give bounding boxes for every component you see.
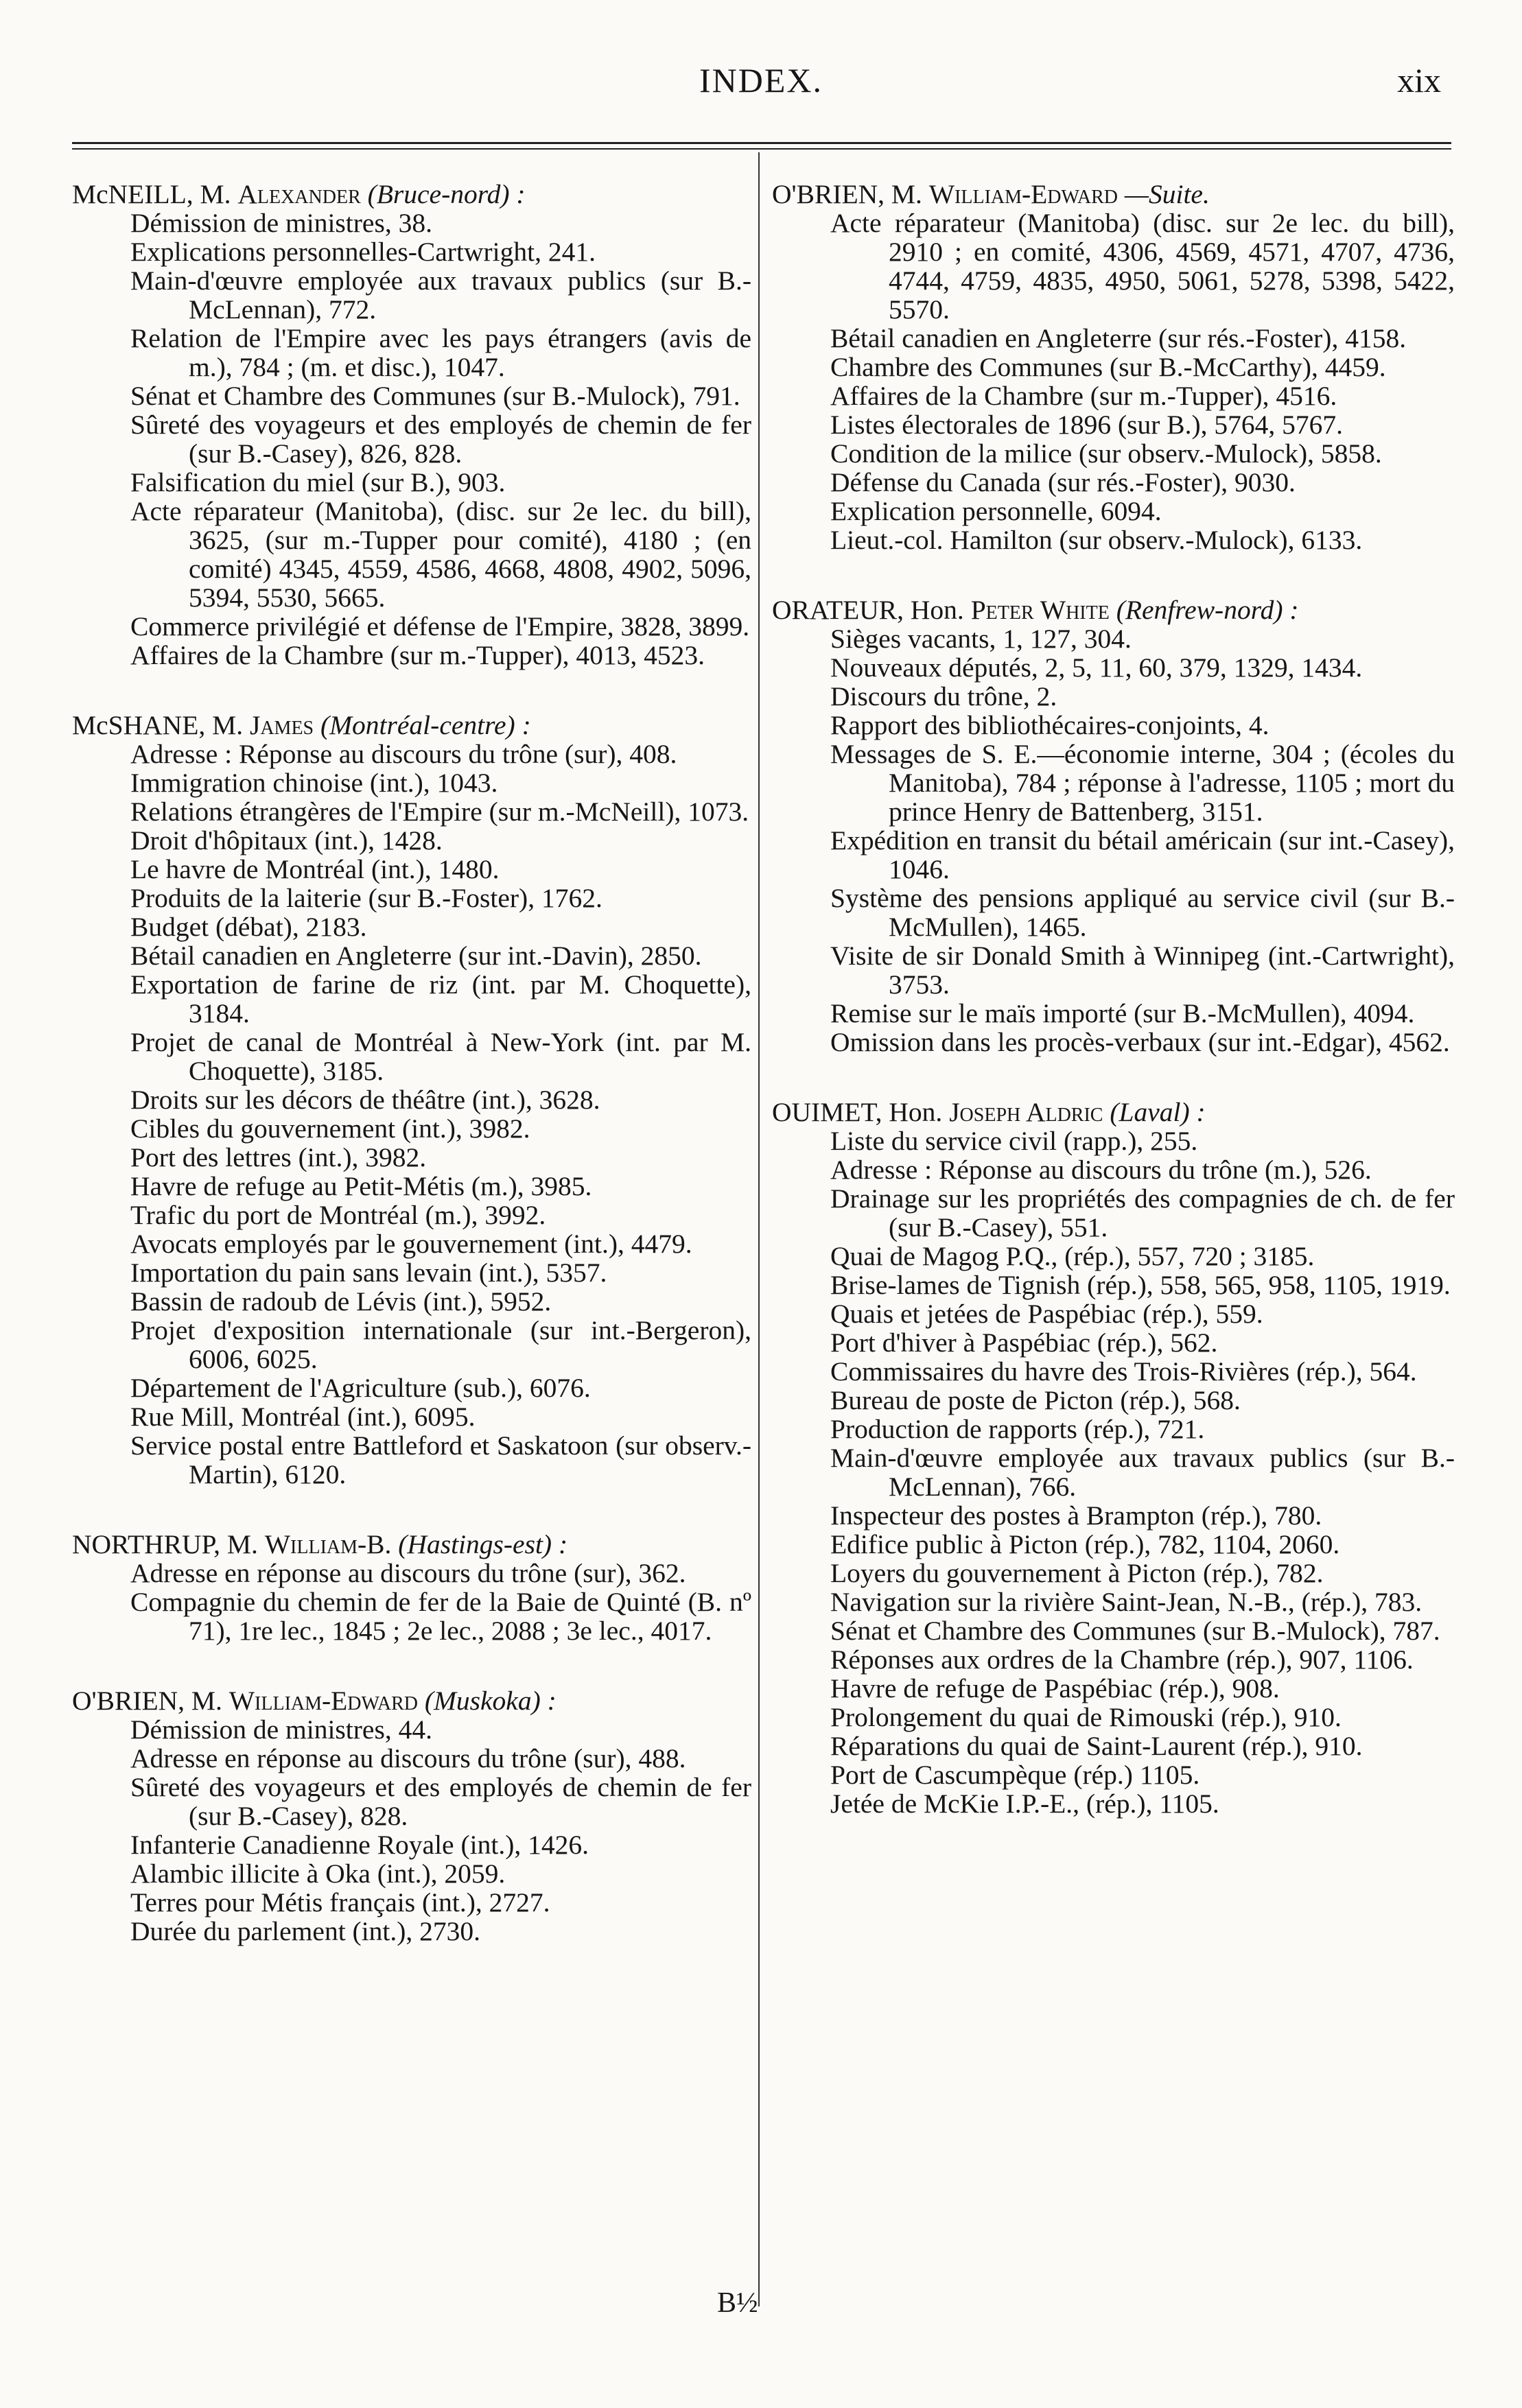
entry-item: Acte réparateur (Manitoba) (disc. sur 2e lec. du bill), 2910 ; en comité, 4306, 4569, 4571, 4707, 4736, 4744, 4759, 4835, 4950, 5061, 5278, 5398, 5422, 5570.: [830, 208, 1455, 324]
entry-district: (Laval) :: [1110, 1097, 1206, 1127]
index-entry: [772, 1098, 1455, 1818]
index-entry: [72, 180, 751, 670]
entry-item: Messages de S. E.—économie interne, 304 ; (écoles du Manitoba), 784 ; réponse à l'adresse, 1105 ; mort du prince Henry de Battenberg, 3151.: [830, 739, 1455, 827]
entry-item: Visite de sir Donald Smith à Winnipeg (int.-Cartwright), 3753.: [830, 941, 1455, 1000]
entry-item: Nouveaux députés, 2, 5, 11, 60, 379, 1329, 1434.: [830, 652, 1363, 683]
entry-item: Liste du service civil (rapp.), 255.: [830, 1126, 1198, 1156]
entry-item: Navigation sur la rivière Saint-Jean, N.-B., (rép.), 783.: [830, 1587, 1423, 1617]
entry-district: (Bruce-nord) :: [367, 179, 526, 209]
entry-name: McNEILL, M.: [72, 179, 231, 209]
entry-name: OUIMET, Hon.: [772, 1097, 943, 1127]
entry-item: Démission de ministres, 44.: [130, 1714, 432, 1745]
entry-name: ORATEUR, Hon.: [772, 595, 964, 625]
entry-district: —Suite.: [1124, 179, 1210, 209]
entry-item: Port des lettres (int.), 3982.: [130, 1142, 427, 1172]
index-entry: [72, 711, 751, 1489]
entry-item: Bétail canadien en Angleterre (sur int.-Davin), 2850.: [130, 941, 702, 971]
entry-item: Havre de refuge de Paspébiac (rép.), 908.: [830, 1673, 1280, 1703]
entry-given-name: James: [249, 710, 314, 740]
entry-item: Drainage sur les propriétés des compagnies de ch. de fer (sur B.-Casey), 551.: [830, 1183, 1455, 1242]
entry-item: Le havre de Montréal (int.), 1480.: [130, 854, 500, 884]
entry-item: Adresse en réponse au discours du trône (sur), 488.: [130, 1743, 686, 1773]
entry-district: (Muskoka) :: [424, 1686, 557, 1716]
entry-item: Sûreté des voyageurs et des employés de chemin de fer (sur B.-Casey), 826, 828.: [130, 410, 751, 469]
entry-item: Service postal entre Battleford et Saskatoon (sur observ.-Martin), 6120.: [130, 1430, 751, 1489]
column-divider: [758, 152, 760, 2306]
entry-item: Droits sur les décors de théâtre (int.), 3628.: [130, 1085, 600, 1115]
entry-item: Main-d'œuvre employée aux travaux publics (sur B.-McLennan), 772.: [130, 265, 751, 324]
index-entry: [772, 180, 1455, 554]
entry-item: Adresse en réponse au discours du trône (sur), 362.: [130, 1558, 686, 1588]
entry-item: Main-d'œuvre employée aux travaux publics (sur B.-McLennan), 766.: [830, 1443, 1455, 1502]
entry-item: Adresse : Réponse au discours du trône (sur), 408.: [130, 739, 677, 769]
entry-item: Sièges vacants, 1, 127, 304.: [830, 624, 1132, 654]
entry-district: (Renfrew-nord) :: [1116, 595, 1299, 625]
entry-item: Omission dans les procès-verbaux (sur int.-Edgar), 4562.: [830, 1027, 1450, 1057]
entry-name: NORTHRUP, M.: [72, 1529, 258, 1559]
entry-item: Lieut.-col. Hamilton (sur observ.-Mulock), 6133.: [830, 525, 1363, 555]
entry-item: Adresse : Réponse au discours du trône (m.), 526.: [830, 1155, 1372, 1185]
entry-heading: [772, 595, 1455, 624]
entry-name: McSHANE, M.: [72, 710, 244, 740]
entry-item: Défense du Canada (sur rés.-Foster), 9030.: [830, 467, 1296, 497]
left-column: [72, 180, 751, 1987]
entry-given-name: Alexander: [237, 179, 361, 209]
entry-item: Exportation de farine de riz (int. par M. Choquette), 3184.: [130, 969, 751, 1028]
entry-item: Droit d'hôpitaux (int.), 1428.: [130, 825, 443, 855]
entry-item: Alambic illicite à Oka (int.), 2059.: [130, 1858, 506, 1889]
entry-item: Edifice public à Picton (rép.), 782, 1104, 2060.: [830, 1529, 1340, 1559]
entry-item: Relations étrangères de l'Empire (sur m.-McNeill), 1073.: [130, 796, 749, 827]
entry-given-name: Peter White: [970, 595, 1110, 625]
entry-item: Sénat et Chambre des Communes (sur B.-Mulock), 791.: [130, 381, 740, 411]
entry-item: Commissaires du havre des Trois-Rivières (rép.), 564.: [830, 1356, 1417, 1386]
entry-item: Affaires de la Chambre (sur m.-Tupper), 4516.: [830, 381, 1337, 411]
entry-item: Réponses aux ordres de la Chambre (rép.), 907, 1106.: [830, 1644, 1414, 1675]
entry-given-name: Joseph Aldric: [949, 1097, 1103, 1127]
entry-item: Sénat et Chambre des Communes (sur B.-Mulock), 787.: [830, 1616, 1440, 1646]
entry-item: Commerce privilégié et défense de l'Empire, 3828, 3899.: [130, 611, 750, 641]
entry-item: Trafic du port de Montréal (m.), 3992.: [130, 1200, 546, 1230]
entry-item: Acte réparateur (Manitoba), (disc. sur 2e lec. du bill), 3625, (sur m.-Tupper pour comité), 4180 ; (en comité) 4345, 4559, 4586, 4668, 4808, 4902, 5096, 5394, 5530, 5665.: [130, 496, 751, 613]
entry-item: Prolongement du quai de Rimouski (rép.), 910.: [830, 1702, 1342, 1732]
entry-item: Relation de l'Empire avec les pays étrangers (avis de m.), 784 ; (m. et disc.), 1047.: [130, 323, 751, 382]
entry-item: Rue Mill, Montréal (int.), 6095.: [130, 1402, 476, 1432]
header-rule-thin: [72, 148, 1451, 150]
entry-heading: [772, 1098, 1455, 1126]
entry-item: Quais et jetées de Paspébiac (rép.), 559.: [830, 1299, 1263, 1329]
entry-item: Avocats employés par le gouvernement (int.), 4479.: [130, 1229, 692, 1259]
entry-name: O'BRIEN, M.: [772, 179, 922, 209]
entry-item: Production de rapports (rép.), 721.: [830, 1414, 1205, 1444]
page-title: INDEX.: [699, 61, 823, 99]
entry-item: Bureau de poste de Picton (rép.), 568.: [830, 1385, 1241, 1415]
entry-given-name: William-Edward: [928, 179, 1118, 209]
entry-heading: [772, 180, 1455, 209]
entry-item: Inspecteur des postes à Brampton (rép.), 780.: [830, 1500, 1322, 1531]
entry-item: Condition de la milice (sur observ.-Mulock), 5858.: [830, 438, 1382, 469]
entry-item: Bétail canadien en Angleterre (sur rés.-Foster), 4158.: [830, 323, 1407, 353]
entry-item: Bassin de radoub de Lévis (int.), 5952.: [130, 1286, 552, 1317]
entry-name: O'BRIEN, M.: [72, 1686, 222, 1716]
signature-mark: B½: [717, 2287, 758, 2319]
entry-item: Havre de refuge au Petit-Métis (m.), 3985.: [130, 1171, 592, 1201]
entry-heading: [72, 1530, 751, 1559]
entry-item: Explications personnelles-Cartwright, 241.: [130, 237, 596, 267]
index-entry: [72, 1686, 751, 1946]
entry-item: Projet d'exposition internationale (sur int.-Bergeron), 6006, 6025.: [130, 1315, 751, 1374]
index-entry: [72, 1530, 751, 1645]
entry-item: Port d'hiver à Paspébiac (rép.), 562.: [830, 1327, 1218, 1358]
entry-district: (Montréal-centre) :: [320, 710, 531, 740]
entry-item: Port de Cascumpèque (rép.) 1105.: [830, 1760, 1200, 1790]
entry-item: Quai de Magog P.Q., (rép.), 557, 720 ; 3185.: [830, 1241, 1315, 1271]
entry-item: Infanterie Canadienne Royale (int.), 1426.: [130, 1830, 589, 1860]
entry-item: Discours du trône, 2.: [830, 681, 1057, 711]
index-entry: [772, 595, 1455, 1057]
entry-item: Sûreté des voyageurs et des employés de chemin de fer (sur B.-Casey), 828.: [130, 1772, 751, 1831]
entry-item: Système des pensions appliqué au service civil (sur B.-McMullen), 1465.: [830, 883, 1455, 942]
entry-item: Budget (débat), 2183.: [130, 912, 367, 942]
header-rule: [72, 142, 1451, 144]
entry-item: Rapport des bibliothécaires-conjoints, 4.: [830, 710, 1269, 740]
right-column: [772, 180, 1455, 1859]
entry-item: Terres pour Métis français (int.), 2727.: [130, 1887, 550, 1917]
entry-item: Importation du pain sans levain (int.), 5357.: [130, 1258, 607, 1288]
entry-item: Durée du parlement (int.), 2730.: [130, 1916, 481, 1946]
entry-item: Projet de canal de Montréal à New-York (int. par M. Choquette), 3185.: [130, 1027, 751, 1086]
entry-heading: [72, 711, 751, 740]
entry-item: Département de l'Agriculture (sub.), 6076.: [130, 1373, 591, 1403]
entry-given-name: William-B.: [264, 1529, 392, 1559]
entry-item: Explication personnelle, 6094.: [830, 496, 1162, 526]
entry-item: Immigration chinoise (int.), 1043.: [130, 768, 498, 798]
entry-item: Affaires de la Chambre (sur m.-Tupper), 4013, 4523.: [130, 640, 705, 670]
page-header: [0, 60, 1522, 115]
entry-item: Compagnie du chemin de fer de la Baie de Quinté (B. nº 71), 1re lec., 1845 ; 2e lec., 2088 ; 3e lec., 4017.: [130, 1587, 751, 1646]
entry-heading: [72, 180, 751, 209]
entry-item: Remise sur le maïs importé (sur B.-McMullen), 4094.: [830, 998, 1415, 1028]
entry-item: Réparations du quai de Saint-Laurent (rép.), 910.: [830, 1731, 1363, 1761]
page-number: xix: [1397, 61, 1441, 99]
entry-item: Jetée de McKie I.P.-E., (rép.), 1105.: [830, 1789, 1219, 1819]
entry-item: Loyers du gouvernement à Picton (rép.), 782.: [830, 1558, 1324, 1588]
entry-item: Expédition en transit du bétail américain (sur int.-Casey), 1046.: [830, 825, 1455, 884]
entry-item: Cibles du gouvernement (int.), 3982.: [130, 1113, 530, 1144]
entry-item: Produits de la laiterie (sur B.-Foster), 1762.: [130, 883, 602, 913]
entry-item: Listes électorales de 1896 (sur B.), 5764, 5767.: [830, 410, 1344, 440]
entry-heading: [72, 1686, 751, 1715]
entry-given-name: William-Edward: [229, 1686, 418, 1716]
entry-item: Chambre des Communes (sur B.-McCarthy), 4459.: [830, 352, 1386, 382]
entry-item: Brise-lames de Tignish (rép.), 558, 565, 958, 1105, 1919.: [830, 1270, 1451, 1300]
entry-district: (Hastings-est) :: [398, 1529, 568, 1559]
entry-item: Falsification du miel (sur B.), 903.: [130, 467, 506, 497]
entry-item: Démission de ministres, 38.: [130, 208, 432, 238]
